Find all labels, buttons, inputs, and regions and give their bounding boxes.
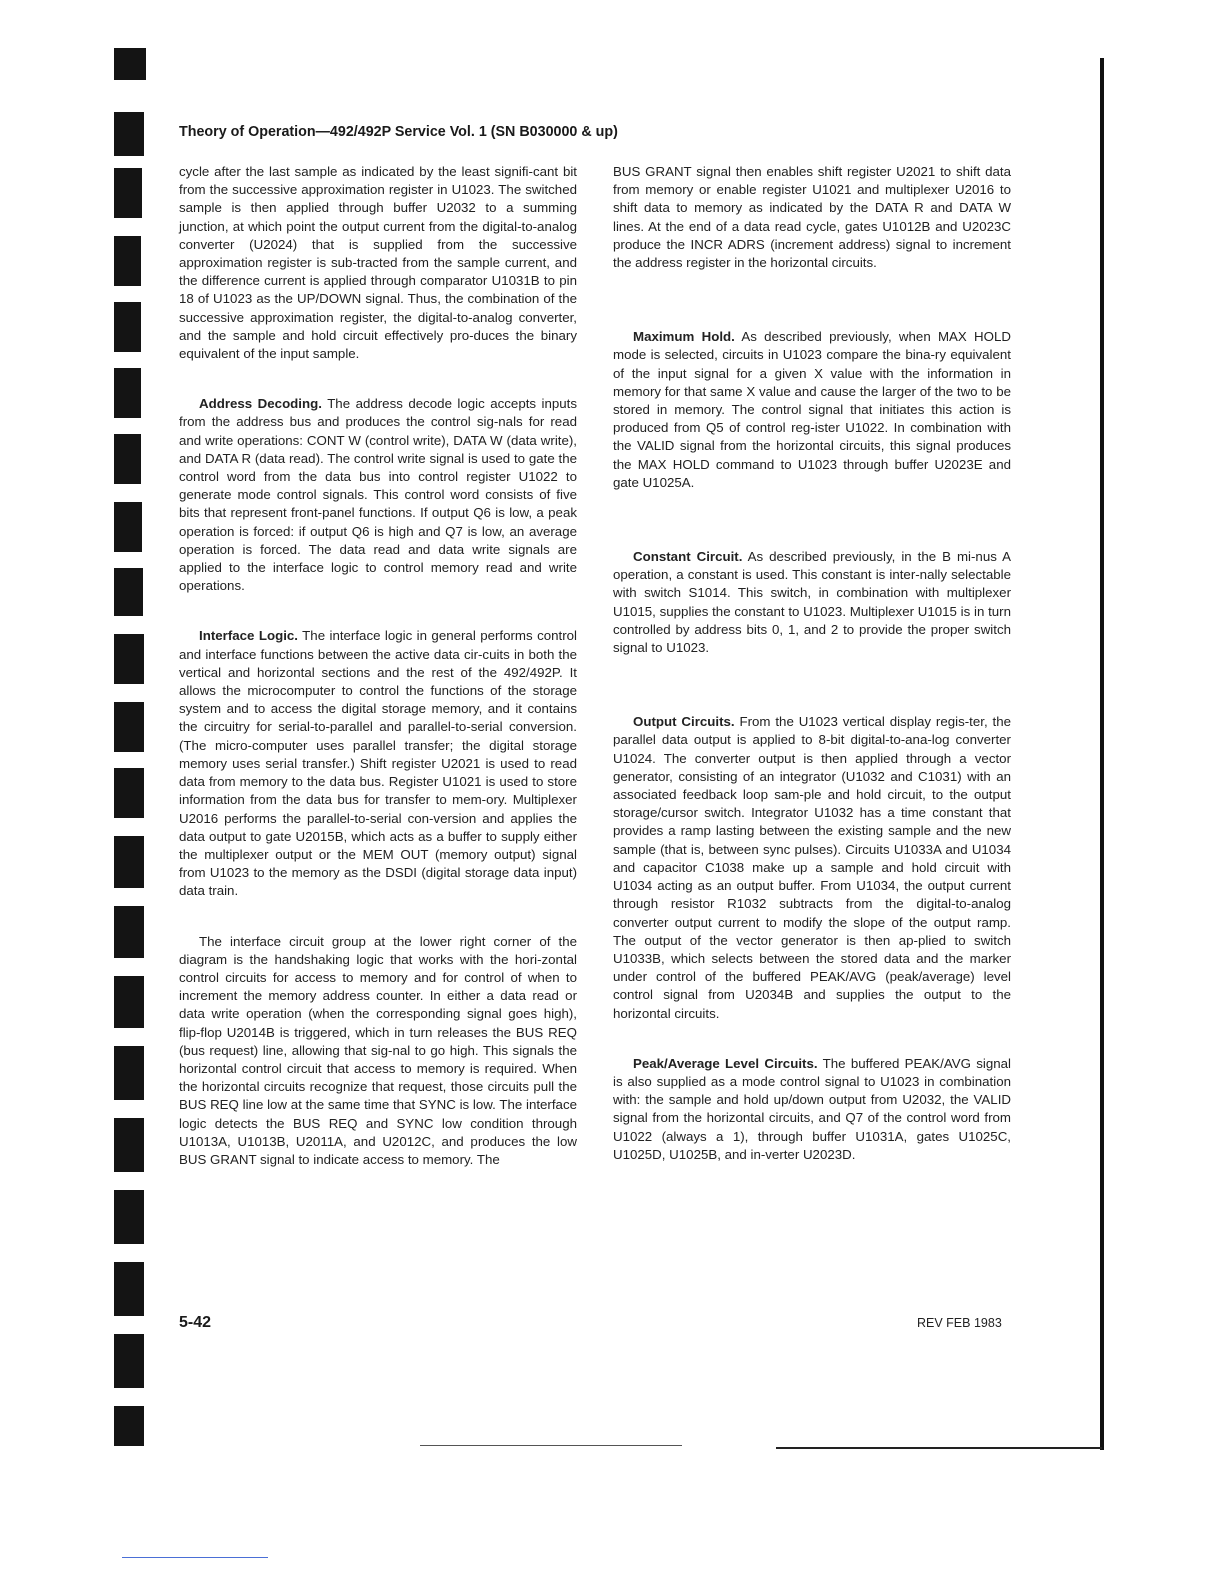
- paragraph-maximum-hold: [613, 328, 1011, 492]
- binding-mark: [114, 1334, 144, 1388]
- binding-mark: [114, 112, 144, 156]
- binding-mark: [114, 568, 143, 616]
- binding-mark: [114, 1190, 144, 1244]
- running-head: Theory of Operation—492/492P Service Vol. 1 (SN B030000 & up): [179, 124, 618, 140]
- binding-mark: [114, 906, 144, 958]
- corner-mark: [122, 1557, 268, 1558]
- binding-mark: [114, 634, 144, 684]
- paragraph-bus-grant: BUS GRANT signal then enables shift register U2021 to shift data from memory or enable register U1021 and multiplexer U2016 to shift data to memory as indicated by the DATA R and DATA W lines. At the end of a data read cycle, gates U1012B and U2023C produce the INCR ADRS (increment address) signal to increment the address register in the horizontal circuits.: [613, 164, 1011, 271]
- binding-mark: [114, 168, 142, 218]
- binding-mark: [114, 702, 144, 752]
- bottom-rule-right: [776, 1447, 1102, 1449]
- page-number: 5-42: [179, 1314, 212, 1331]
- section-heading-constant-circuit: Constant Circuit.: [633, 549, 743, 565]
- section-heading-address-decoding: Address Decoding.: [199, 396, 322, 412]
- paragraph-sample-conversion: cycle after the last sample as indicated by the least signifi-cant bit from the successive approximation register in U1023. The switched sample is then applied through buffer U2032 to a summing junction, at which point the output current from the digital-to-analog converter (U2024) that is supplied from the successive approximation register is sub-tracted from the sample current, and the difference current is applied through comparator U1031B to pin 18 of U1023 as the UP/DOWN signal. Thus, the combination of the successive approximation register, the digital-to-analog converter, and the sample and hold circuit effectively pro-duces the binary equivalent of the input sample.: [179, 164, 577, 362]
- section-heading-maximum-hold: Maximum Hold.: [633, 329, 735, 345]
- binding-mark: [114, 836, 144, 888]
- binding-mark: [114, 1118, 144, 1172]
- left-column: [179, 163, 577, 1169]
- section-heading-peak-average-level: Peak/Average Level Circuits.: [633, 1055, 818, 1071]
- paragraph-address-decoding: [179, 395, 577, 595]
- section-heading-interface-logic: Interface Logic.: [199, 628, 298, 644]
- bottom-rule-left: [420, 1445, 682, 1446]
- binding-mark: [114, 976, 144, 1028]
- section-heading-output-circuits: Output Circuits.: [633, 714, 735, 730]
- right-column: [613, 163, 1011, 1164]
- binding-mark: [114, 302, 141, 352]
- section-body-interface-logic: The interface logic in general performs control and interface functions between the active data cir-cuits in both the vertical and horizontal sections and the rest of the 492/492P. It allows the microcomputer to control the functions of the storage system and to access the digital storage memory, and it contains the circuitry for serial-to-parallel and parallel-to-serial conversion. (The micro-computer uses parallel transfer; the digital storage memory uses serial transfer.) Shift register U2021 is used to read data from memory to the data bus. Register U1021 is used to store information from the data bus for transfer to mem-ory. Multiplexer U2016 performs the parallel-to-serial con-version and applies the data output to gate U2015B, which acts as a buffer to supply either the multiplexer output or the MEM OUT (memory output) signal from U1023 to the memory as the DSDI (digital storage data input) data train.: [179, 628, 577, 899]
- binding-mark: [114, 434, 141, 484]
- binding-mark: [114, 236, 141, 286]
- right-margin-rule: [1100, 58, 1104, 1450]
- binding-mark: [114, 502, 142, 552]
- paragraph-peak-average-level: [613, 1055, 1011, 1164]
- binding-mark: [114, 1406, 144, 1446]
- binding-mark: [114, 768, 144, 818]
- binding-mark: [114, 1046, 144, 1100]
- binding-mark: [114, 368, 141, 418]
- section-body-constant-circuit: As described previously, in the B mi-nus A operation, a constant is used. This constant is inter-nally selectable with switch S1014. This switch, in combination with multiplexer U1015, supplies the constant to U1023. Multiplexer U1015 is in turn controlled by address bits 0, 1, and 2 to provide the proper switch signal to U1023.: [613, 549, 1011, 656]
- paragraph-interface-logic: [179, 627, 577, 900]
- section-body-output-circuits: From the U1023 vertical display regis-ter, the parallel data output is applied to 8-bit digital-to-ana-log converter U1024. The converter output is then applied through a vector generator, consisting of an integrator (U1032 and C1031) with an associated feedback loop sam-ple and hold circuit, to the output storage/cursor switch. Integrator U1032 has a time constant that provides a ramp lasting between the existing sample and the new sample (that is, between sync pulses). Circuits U1033A and U1034 and capacitor C1038 make up a sample and hold circuit with U1034 acting as an output buffer. From U1034, the output current through resistor R1032 subtracts from the digital-to-analog converter output current to modify the slope of the output ramp. The output of the vector generator is then ap-plied to switch U1033B, which selects between the stored data and the marker under control of the buffered PEAK/AVG (peak/average) level control signal from U2034B and supplies the output to the horizontal circuits.: [613, 714, 1011, 1021]
- paragraph-constant-circuit: [613, 548, 1011, 657]
- section-body-address-decoding: The address decode logic accepts inputs from the address bus and produces the control sig-nals for read and write operations: CONT W (control write), DATA W (data write), and DATA R (data read). The control write signal is used to gate the control word from the data bus into control register U1022 to generate mode control signals. This control word consists of five bits that represent front-panel functions. If output Q6 is low, a peak operation is forced: if output Q6 is high and Q7 is low, an average operation is forced. The data read and data write signals are applied to the interface logic to control memory read and write operations.: [179, 396, 578, 594]
- section-body-maximum-hold: As described previously, when MAX HOLD mode is selected, circuits in U1023 compare the bina-ry equivalent of the input signal for a given X value with the information in memory for that same X value and cause the larger of the two to be stored in memory. The control signal that initiates this action is produced from Q5 of control reg-ister U1022. In combination with the VALID signal from the horizontal circuits, this signal produces the MAX HOLD command to U1023 through buffer U2023E and gate U1025A.: [613, 329, 1012, 490]
- paragraph-output-circuits: [613, 713, 1011, 1022]
- section-body-peak-average-level: The buffered PEAK/AVG signal is also supplied as a mode control signal to U1023 in combination with: the sample and hold up/down output from U2032, the VALID signal from the horizontal circuits, and Q7 of the control word from U1022 (always a 1), through buffer U1031A, gates U1025C, U1025D, U1025B, and in-verter U2023D.: [613, 1055, 1011, 1162]
- revision-date: REV FEB 1983: [917, 1316, 1002, 1330]
- binding-mark: [114, 48, 146, 80]
- paragraph-handshaking-logic: The interface circuit group at the lower right corner of the diagram is the handshaking logic that works with the hori-zontal control circuits for access to memory and for control of when to increment the memory address counter. In either a data read or data write operation (when the corresponding signal goes high), flip-flop U2014B is triggered, which in turn releases the BUS REQ (bus request) line, allowing that sig-nal to go high. This signals the horizontal control circuit that access to memory is required. When the horizontal circuits recognize that request, those circuits pull the BUS REQ line low at the same time that SYNC is low. The interface logic detects the BUS REQ and SYNC low condition through U1013A, U1013B, U2011A, and U2012C, and produces the low BUS GRANT signal to indicate access to memory. The: [179, 933, 577, 1167]
- binding-mark: [114, 1262, 144, 1316]
